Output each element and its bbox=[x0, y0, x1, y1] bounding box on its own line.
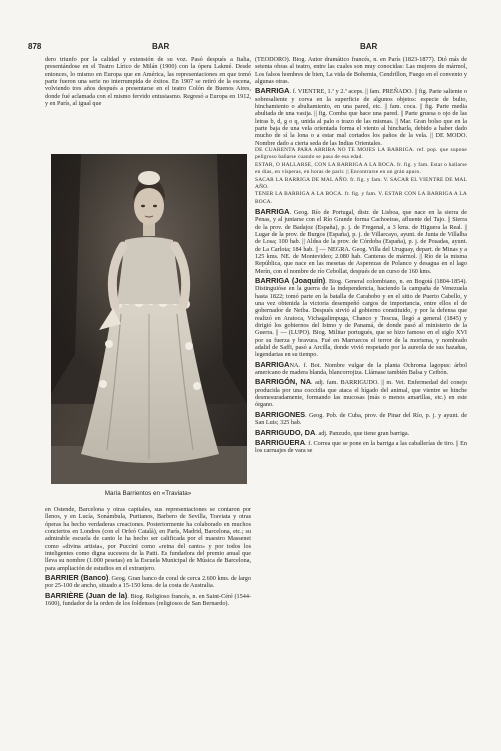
phrase-entry: DE CUARENTA PARA ARRIBA NO TE MOJES LA BARRIGA. ref. pop. que supone peligroso bañarse cuando se pasa de esa edad. bbox=[255, 147, 467, 161]
phrase-entry: SACAR LA BARRIGA DE MAL AÑO. fr. fig. y fam. V. SACAR EL VIENTRE DE MAL AÑO. bbox=[255, 176, 467, 190]
phrase-entry: TENER LA BARRIGA A LA BOCA. fr. fig. y fam. V. ESTAR CON LA BARRIGA A LA BOCA. bbox=[255, 191, 467, 205]
portrait-photo bbox=[51, 154, 247, 484]
entry-teodoro: (TEODORO). Biog. Autor dramático francés, n. en París (1823-1877). Dió más de setenta obras al teatro, entre las cuales son muy conocidas: Las mujeres de mármol, Los falsos hombres de bien, La vida de Bohemia, Cendrillon, Fuego en el convento y algunas otras. bbox=[255, 56, 467, 86]
headword: BARRIGÓN, NA bbox=[255, 377, 312, 387]
entry-barrigana: BARRIGANA. f. Bot. Nombre vulgar de la planta Ochroma lagopus: árbol americano de madera blanda, blancorrojiza. Llámase también Balsa y Ceibón. bbox=[255, 359, 467, 377]
page-header bbox=[28, 42, 473, 56]
phrase-entry: ESTAR, O HALLARSE, CON LA BARRIGA A LA BOCA. fr. fig. y fam. Estar o hallarse en días, en vísperas, en horas de parir. || Encontrarse en un grán apuro. bbox=[255, 161, 467, 176]
photo-caption: María Barrientos en «Traviata» bbox=[104, 490, 192, 497]
entry-barriga: BARRIGA. f. VIENTRE, 1.ª y 2.ª aceps. || fam. PREÑADO. || fig. Parte saliente o sobresaliente y corva en la superficie de algunos objetos: especie de bulto, hinchamiento o abultamiento, en una pared, etc. || fam. coca. || fig. Parte media abultada de una vasija. || fig. Comba que hace una pared. || Parte gruesa o ojo de las letras b, d, g o q, unida al palo o trazo de las mismas. || Mar. Gran bolso que en la parte baja de una vela orientada forma el viento al hincharla, debido a haber dado mucho de sí la lona o a estar mal cortados los paños de la vela. || DE MODO. Nombre dado a cierta seda de las Indias Orientales. bbox=[255, 86, 467, 147]
headword: BARRIGA bbox=[255, 359, 290, 369]
entry-barrigones: BARRIGONES. Geog. Pob. de Cuba, prov. de Pinar del Río, p. j. y ayunt. de San Luis; 325 hab. bbox=[255, 409, 467, 427]
headword: BARRIGONES bbox=[255, 409, 306, 419]
left-column-top bbox=[45, 56, 251, 152]
headword: BARRIÈRE (Juan de la) bbox=[45, 590, 128, 600]
right-running-head: BAR bbox=[360, 42, 378, 51]
headword: BARRIER (Banco) bbox=[45, 573, 109, 583]
paragraph: en Ostende, Barcelona y otras capitales, sus representaciones se contaron por llenos, y en Lucía, Sonámbula, Puritanos, Barbero de Sevilla, Traviata y otras óperas ha hecho verdaderas creaciones. Posteriormente ha colaborado en muchos conciertos en Londres (con el Orfeó Català), en París, Madrid, Barcelona, etc.; su admirable escuela de canto le ha hecho ser calificada por el maestro Massenet como «divina artista», por Puccini como «reina del canto» y por todos los inteligentes como digna sucesora de la Patti. Es fundadora del premio anual que lleva su nombre (1.000 pesetas) en la Escuela Municipal de Música de Barcelona, para ampliación de estudios en el extranjero. bbox=[45, 506, 251, 572]
right-column bbox=[255, 56, 467, 728]
entry-barriguera: BARRIGUERA. f. Correa que se pone en la barriga a las caballerías de tiro. || En los carruajes de vara se bbox=[255, 437, 467, 455]
entry-barrigon: BARRIGÓN, NA. adj. fam. BARRIGUDO. || m. Vet. Enfermedad del conejo producida por una coccidia que ataca el hígado del animal, que vientre se hinche desmesuradamente, formando las mucosas (más o menos amarillas, etc.) en este órgano. bbox=[255, 377, 467, 409]
entry-barriere: BARRIÈRE (Juan de la). Biog. Religioso francés, n. en Saint-Céré (1544-1600), fundador de la orden de los foldenses (religiosos de San Bernardo). bbox=[45, 590, 251, 608]
entry-barrier-banco: BARRIER (Banco). Geog. Gran banco de coral de cerca 2.600 kms. de largo por 25-100 de ancho, situado a 15-150 kms. de la costa de Australia. bbox=[45, 573, 251, 590]
headword: BARRIGA bbox=[255, 86, 290, 96]
page-number: 878 bbox=[28, 42, 42, 51]
entry-barriga-geog: BARRIGA. Geog. Río de Portugal, distr. de Lisboa, que nace en la sierra de Penas, y al juntarse con el Río Grande forma Cachoeiras, afluente del Tajo. || Sierra de la prov. de Badajoz (España), p. j. de Fregenal, a 3 kms. de Higuera la Real. || Lugar de la prov. de Burgos (España), p. j. de Villarcayo, ayunt. de Junta de Villalba de Losa; 100 hab. || Aldea de la prov. de Córdoba (España), p. j. de Posadas, ayunt. de La Carlota; 184 hab. || — NEGRA. Geog. Villa del Uruguay, depart. de Minas y a 125 kms. NE. de Montevideo; 2.080 hab. Canteras de mármol. || Río de la misma República, que nace en las mesetas de Asperezas de Polanco y desagua en el lago Merín, con el nombre de río Cebollat, después de un curso de 160 kms. bbox=[255, 206, 467, 275]
left-running-head: BAR bbox=[152, 42, 170, 51]
entry-barrigudo: BARRIGUDO, DA. adj. Panzudo, que tiene gran barriga. bbox=[255, 427, 410, 437]
headword: BARRIGUDO, DA bbox=[255, 427, 316, 437]
entry-barriga-joaquin: BARRIGA (Joaquín). Biog. General colombiano, n. en Bogotá (1804-1854). Distinguióse en la guerra de la independencia, haciendo la campaña de Venezuela hasta 1822; tomó parte en la batalla de Carabobo y en el sitio de Puerto Cabello, y una vez obtenida la victoria desempeñó cargos de importancia, entre ellos el de gobernador de Neiba. Después sirvió al gobierno constituido, y por la defensa que realizó en Aratoca, Vichagalimpuga, Chanco y Tescua, llegó a general (1845) y dirigió los gobiernos del Istmo y de Panamá, de donde pasó al ministerio de la Guerra. || — (LUPO). Biog. Militar portugués, que se hizo famoso en el siglo XVI por su fuerza y bravura. Fué en Marruecos el terror de la morisma, y nombrado adalid de Saffi, pasó a Arcilla, donde vivió respetado por la aureola de sus hazañas, legendarias en su tiempo. bbox=[255, 275, 467, 359]
headword: BARRIGA bbox=[255, 206, 290, 216]
left-column-bottom bbox=[45, 506, 251, 728]
paragraph: dero triunfo por la calidad y extensión de su voz. Pasó después a Italia, presentándose en el Teatro Lírico de Milán (1900) con la ópera Lakmé. Desde entonces, lo mismo en Europa que en América, las representaciones en que tomó parte fueron una serie no interrumpida de éxitos. En 1907 se retiró de la escena, volviendo tres años después a presentarse en el teatro Colón de Buenos Aires, donde fué aclamada con el mismo fervido entusiasmo. Regresó a Europa en 1912, y en París, al igual que bbox=[45, 56, 251, 108]
headword: BARRIGUERA bbox=[255, 437, 306, 447]
headword: BARRIGA (Joaquín) bbox=[255, 275, 326, 285]
portrait-image bbox=[51, 154, 247, 484]
